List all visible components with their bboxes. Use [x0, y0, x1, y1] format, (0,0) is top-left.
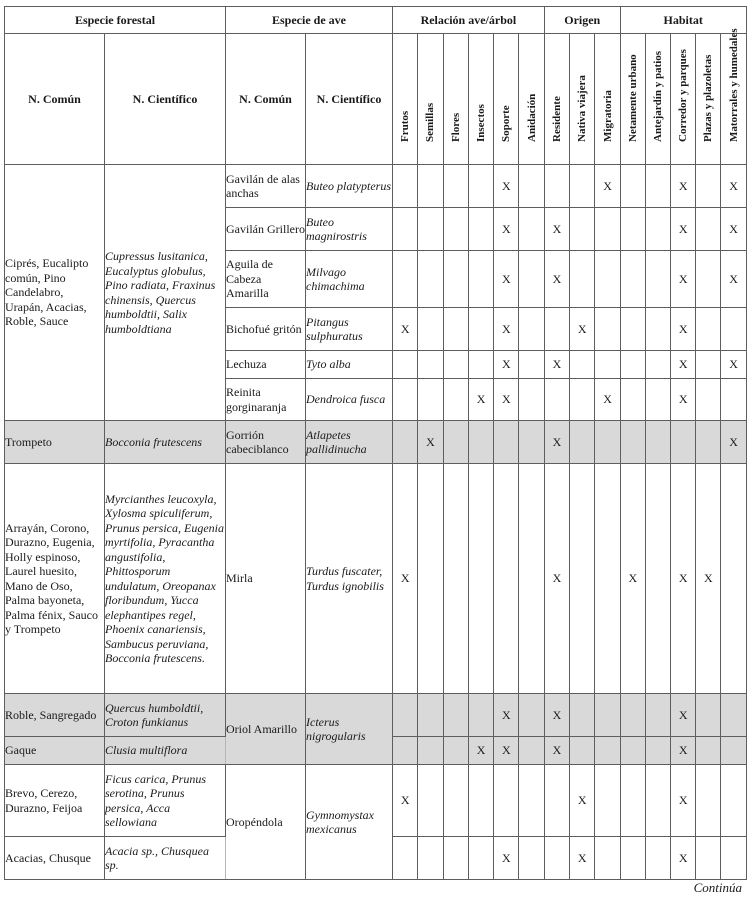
mark-cell — [393, 351, 418, 379]
forest-common-name: Acacias, Chusque — [5, 837, 105, 880]
header-bird-scientific-name: N. Científico — [306, 34, 393, 165]
mark-cell — [620, 165, 645, 208]
mark-cell — [570, 379, 595, 421]
mark-cell — [519, 421, 544, 464]
mark-cell — [721, 464, 746, 694]
mark-cell — [418, 765, 443, 837]
forest-scientific-name: Bocconia frutescens — [105, 421, 226, 464]
header-relation-col-soporte — [494, 34, 519, 165]
mark-cell: X — [393, 308, 418, 351]
column-label: Residente — [550, 95, 563, 142]
mark-cell — [468, 837, 493, 880]
mark-cell — [393, 251, 418, 308]
header-relation-col-semillas — [418, 34, 443, 165]
mark-cell — [393, 737, 418, 765]
mark-cell — [393, 837, 418, 880]
mark-cell: X — [671, 737, 696, 765]
mark-cell: X — [544, 694, 569, 737]
mark-cell: X — [671, 464, 696, 694]
header-origin: Origen — [544, 7, 620, 34]
bird-scientific-name: Atlapetes pallidinucha — [306, 421, 393, 464]
mark-cell — [595, 737, 620, 765]
table-row — [5, 694, 747, 737]
mark-cell — [418, 251, 443, 308]
mark-cell — [721, 837, 746, 880]
mark-cell: X — [494, 165, 519, 208]
forest-scientific-name: Myrcianthes leucoxyla, Xylosma spiculiferum, Prunus persica, Eugenia myrtifolia, Pyracantha angustifolia, Phittosporum undulatum, Oreopanax floribundum, Yucca elephantipes regel, Phoenix canariensis, Sambucus peruviana, Bocconia frutescens. — [105, 464, 226, 694]
mark-cell — [393, 379, 418, 421]
mark-cell — [519, 694, 544, 737]
header-origin-col-migratoria — [595, 34, 620, 165]
mark-cell — [418, 308, 443, 351]
column-label: Flores — [449, 112, 462, 142]
header-habitat-col-netamente-urbano — [620, 34, 645, 165]
mark-cell — [696, 208, 721, 251]
mark-cell: X — [494, 694, 519, 737]
mark-cell — [645, 737, 670, 765]
mark-cell: X — [620, 464, 645, 694]
forest-common-name: Brevo, Cerezo, Durazno, Feijoa — [5, 765, 105, 837]
header-bird-species: Especie de ave — [226, 7, 393, 34]
mark-cell — [468, 421, 493, 464]
header-group-row — [5, 7, 747, 34]
header-sub-row — [5, 34, 747, 165]
mark-cell: X — [393, 464, 418, 694]
mark-cell — [645, 765, 670, 837]
bird-common-name: Gavilán de alas anchas — [226, 165, 306, 208]
mark-cell — [443, 765, 468, 837]
forest-scientific-name: Acacia sp., Chusquea sp. — [105, 837, 226, 880]
mark-cell — [696, 165, 721, 208]
bird-common-name: Mirla — [226, 464, 306, 694]
mark-cell: X — [570, 837, 595, 880]
mark-cell — [645, 694, 670, 737]
mark-cell — [468, 351, 493, 379]
continues-label: Continúa — [693, 880, 742, 895]
mark-cell — [418, 837, 443, 880]
header-habitat-col-plazas-y-plazoletas — [696, 34, 721, 165]
mark-cell — [570, 165, 595, 208]
mark-cell — [620, 737, 645, 765]
mark-cell — [671, 421, 696, 464]
mark-cell — [443, 208, 468, 251]
bird-tree-relationship-table — [4, 6, 747, 880]
mark-cell — [468, 694, 493, 737]
mark-cell: X — [494, 737, 519, 765]
mark-cell — [443, 165, 468, 208]
column-label: Soporte — [500, 104, 513, 142]
mark-cell — [696, 251, 721, 308]
mark-cell — [721, 765, 746, 837]
bird-common-name: Gavilán Grillero — [226, 208, 306, 251]
mark-cell — [544, 308, 569, 351]
mark-cell — [468, 251, 493, 308]
mark-cell — [570, 251, 595, 308]
mark-cell — [620, 351, 645, 379]
mark-cell: X — [494, 351, 519, 379]
mark-cell — [595, 837, 620, 880]
mark-cell — [519, 351, 544, 379]
forest-common-name: Gaque — [5, 737, 105, 765]
mark-cell — [696, 737, 721, 765]
mark-cell — [443, 351, 468, 379]
mark-cell — [418, 165, 443, 208]
mark-cell — [645, 208, 670, 251]
table-header — [5, 7, 747, 165]
mark-cell — [721, 379, 746, 421]
mark-cell — [443, 421, 468, 464]
column-label: Frutos — [398, 110, 411, 142]
mark-cell — [620, 694, 645, 737]
header-relation: Relación ave/árbol — [393, 7, 545, 34]
mark-cell — [645, 351, 670, 379]
mark-cell — [595, 251, 620, 308]
mark-cell: X — [544, 351, 569, 379]
mark-cell: X — [696, 464, 721, 694]
column-label: Anidación — [525, 93, 538, 142]
mark-cell — [494, 464, 519, 694]
mark-cell — [570, 737, 595, 765]
mark-cell: X — [570, 308, 595, 351]
mark-cell — [620, 208, 645, 251]
mark-cell — [468, 165, 493, 208]
bird-scientific-name: Gymnomystax mexicanus — [306, 765, 393, 880]
column-label: Netamente urbano — [626, 53, 639, 142]
mark-cell — [519, 379, 544, 421]
mark-cell — [443, 694, 468, 737]
header-habitat-col-antejardin-y-patios — [645, 34, 670, 165]
forest-common-name: Trompeto — [5, 421, 105, 464]
table-body — [5, 165, 747, 880]
bird-common-name: Oropéndola — [226, 765, 306, 880]
mark-cell — [519, 308, 544, 351]
table-row — [5, 765, 747, 837]
mark-cell — [696, 308, 721, 351]
mark-cell — [620, 421, 645, 464]
mark-cell — [696, 351, 721, 379]
header-forest-common-name: N. Común — [5, 34, 105, 165]
mark-cell: X — [544, 464, 569, 694]
mark-cell: X — [494, 208, 519, 251]
mark-cell — [443, 251, 468, 308]
mark-cell — [494, 765, 519, 837]
mark-cell — [645, 421, 670, 464]
header-forest-species: Especie forestal — [5, 7, 226, 34]
forest-scientific-name: Cupressus lusitanica, Eucalyptus globulus, Pino radiata, Fraxinus chinensis, Quercus humboldtii, Salix humboldtiana — [105, 165, 226, 421]
table-row — [5, 464, 747, 694]
mark-cell — [570, 351, 595, 379]
mark-cell: X — [671, 765, 696, 837]
mark-cell — [393, 208, 418, 251]
mark-cell — [443, 837, 468, 880]
mark-cell: X — [570, 765, 595, 837]
mark-cell — [595, 421, 620, 464]
bird-scientific-name: Milvago chimachima — [306, 251, 393, 308]
mark-cell — [645, 251, 670, 308]
mark-cell: X — [595, 165, 620, 208]
bird-scientific-name: Turdus fuscater, Turdus ignobilis — [306, 464, 393, 694]
mark-cell: X — [721, 351, 746, 379]
mark-cell — [645, 464, 670, 694]
mark-cell — [570, 464, 595, 694]
mark-cell — [468, 464, 493, 694]
header-habitat-col-matorrales-y-humedales — [721, 27, 746, 165]
mark-cell — [544, 379, 569, 421]
bird-scientific-name: Buteo magnirostris — [306, 208, 393, 251]
mark-cell: X — [671, 251, 696, 308]
mark-cell: X — [721, 251, 746, 308]
mark-cell: X — [393, 765, 418, 837]
column-label: Plazas y plazoletas — [702, 54, 715, 142]
header-relation-col-flores — [443, 34, 468, 165]
forest-common-name: Arrayán, Corono, Durazno, Eugenia, Holly espinoso, Laurel huesito, Mano de Oso, Palma bayoneta, Palma fénix, Sauco y Trompeto — [5, 464, 105, 694]
mark-cell — [443, 308, 468, 351]
mark-cell: X — [494, 837, 519, 880]
mark-cell — [595, 208, 620, 251]
mark-cell — [443, 737, 468, 765]
mark-cell: X — [468, 379, 493, 421]
mark-cell — [494, 421, 519, 464]
mark-cell: X — [418, 421, 443, 464]
bird-common-name: Gorrión cabeciblanco — [226, 421, 306, 464]
mark-cell: X — [721, 208, 746, 251]
mark-cell: X — [595, 379, 620, 421]
header-origin-col-nativa-viajera — [570, 34, 595, 165]
table-row — [5, 165, 747, 208]
mark-cell — [721, 694, 746, 737]
forest-scientific-name: Quercus humboldtii, Croton funkianus — [105, 694, 226, 737]
header-bird-common-name: N. Común — [226, 34, 306, 165]
mark-cell — [443, 464, 468, 694]
mark-cell — [393, 421, 418, 464]
mark-cell — [570, 694, 595, 737]
bird-scientific-name: Pitangus sulphuratus — [306, 308, 393, 351]
bird-common-name: Bichofué gritón — [226, 308, 306, 351]
mark-cell: X — [721, 421, 746, 464]
mark-cell — [519, 737, 544, 765]
mark-cell — [721, 308, 746, 351]
mark-cell — [393, 165, 418, 208]
mark-cell — [645, 837, 670, 880]
mark-cell: X — [544, 208, 569, 251]
header-forest-scientific-name: N. Científico — [105, 34, 226, 165]
mark-cell — [620, 379, 645, 421]
mark-cell — [595, 351, 620, 379]
header-habitat-col-corredor-y-parques — [671, 34, 696, 165]
column-label: Antejardín y patios — [651, 50, 664, 142]
column-label: Semillas — [424, 102, 437, 142]
mark-cell — [620, 837, 645, 880]
mark-cell: X — [671, 379, 696, 421]
mark-cell — [645, 379, 670, 421]
mark-cell — [595, 694, 620, 737]
column-label: Migratoria — [601, 89, 614, 142]
mark-cell — [696, 694, 721, 737]
header-habitat: Habitat — [620, 7, 746, 34]
mark-cell — [595, 308, 620, 351]
mark-cell: X — [671, 351, 696, 379]
mark-cell — [519, 165, 544, 208]
mark-cell — [519, 251, 544, 308]
mark-cell — [620, 308, 645, 351]
mark-cell — [645, 165, 670, 208]
mark-cell — [519, 464, 544, 694]
column-label: Matorrales y humedales — [727, 27, 740, 142]
header-relation-col-anidacion — [519, 34, 544, 165]
mark-cell — [696, 837, 721, 880]
bird-scientific-name: Tyto alba — [306, 351, 393, 379]
mark-cell: X — [544, 251, 569, 308]
forest-scientific-name: Clusia multiflora — [105, 737, 226, 765]
bird-common-name: Oriol Amarillo — [226, 694, 306, 765]
bird-scientific-name: Icterus nigrogularis — [306, 694, 393, 765]
mark-cell: X — [544, 737, 569, 765]
mark-cell — [721, 737, 746, 765]
mark-cell — [620, 765, 645, 837]
bird-common-name: Reinita gorginaranja — [226, 379, 306, 421]
mark-cell — [468, 208, 493, 251]
mark-cell — [468, 765, 493, 837]
bird-scientific-name: Buteo platypterus — [306, 165, 393, 208]
mark-cell — [696, 765, 721, 837]
mark-cell — [570, 421, 595, 464]
mark-cell: X — [671, 837, 696, 880]
forest-common-name: Roble, Sangregado — [5, 694, 105, 737]
mark-cell: X — [494, 379, 519, 421]
column-label: Nativa viajera — [575, 74, 588, 142]
mark-cell: X — [494, 251, 519, 308]
header-relation-col-insectos — [468, 34, 493, 165]
mark-cell — [544, 837, 569, 880]
mark-cell: X — [721, 165, 746, 208]
column-label: Corredor y parques — [676, 48, 689, 142]
mark-cell — [418, 351, 443, 379]
mark-cell — [418, 737, 443, 765]
mark-cell: X — [671, 208, 696, 251]
header-relation-col-frutos — [393, 34, 418, 165]
mark-cell — [418, 379, 443, 421]
table-row — [5, 421, 747, 464]
forest-scientific-name: Ficus carica, Prunus serotina, Prunus persica, Acca sellowiana — [105, 765, 226, 837]
mark-cell — [595, 765, 620, 837]
mark-cell: X — [671, 694, 696, 737]
mark-cell — [468, 308, 493, 351]
mark-cell — [443, 379, 468, 421]
mark-cell — [544, 165, 569, 208]
mark-cell — [620, 251, 645, 308]
mark-cell: X — [671, 165, 696, 208]
column-label: Insectos — [474, 103, 487, 142]
mark-cell — [519, 837, 544, 880]
mark-cell — [645, 308, 670, 351]
bird-scientific-name: Dendroica fusca — [306, 379, 393, 421]
mark-cell — [418, 694, 443, 737]
bird-common-name: Aguila de Cabeza Amarilla — [226, 251, 306, 308]
mark-cell — [519, 208, 544, 251]
mark-cell: X — [494, 308, 519, 351]
mark-cell: X — [671, 308, 696, 351]
bird-common-name: Lechuza — [226, 351, 306, 379]
mark-cell — [570, 208, 595, 251]
mark-cell — [595, 464, 620, 694]
mark-cell — [519, 765, 544, 837]
mark-cell — [544, 765, 569, 837]
mark-cell — [696, 379, 721, 421]
header-origin-col-residente — [544, 34, 569, 165]
mark-cell: X — [468, 737, 493, 765]
mark-cell — [418, 208, 443, 251]
mark-cell — [696, 421, 721, 464]
mark-cell — [393, 694, 418, 737]
mark-cell — [418, 464, 443, 694]
forest-common-name: Ciprés, Eucalipto común, Pino Candelabro, Urapán, Acacias, Roble, Sauce — [5, 165, 105, 421]
mark-cell: X — [544, 421, 569, 464]
